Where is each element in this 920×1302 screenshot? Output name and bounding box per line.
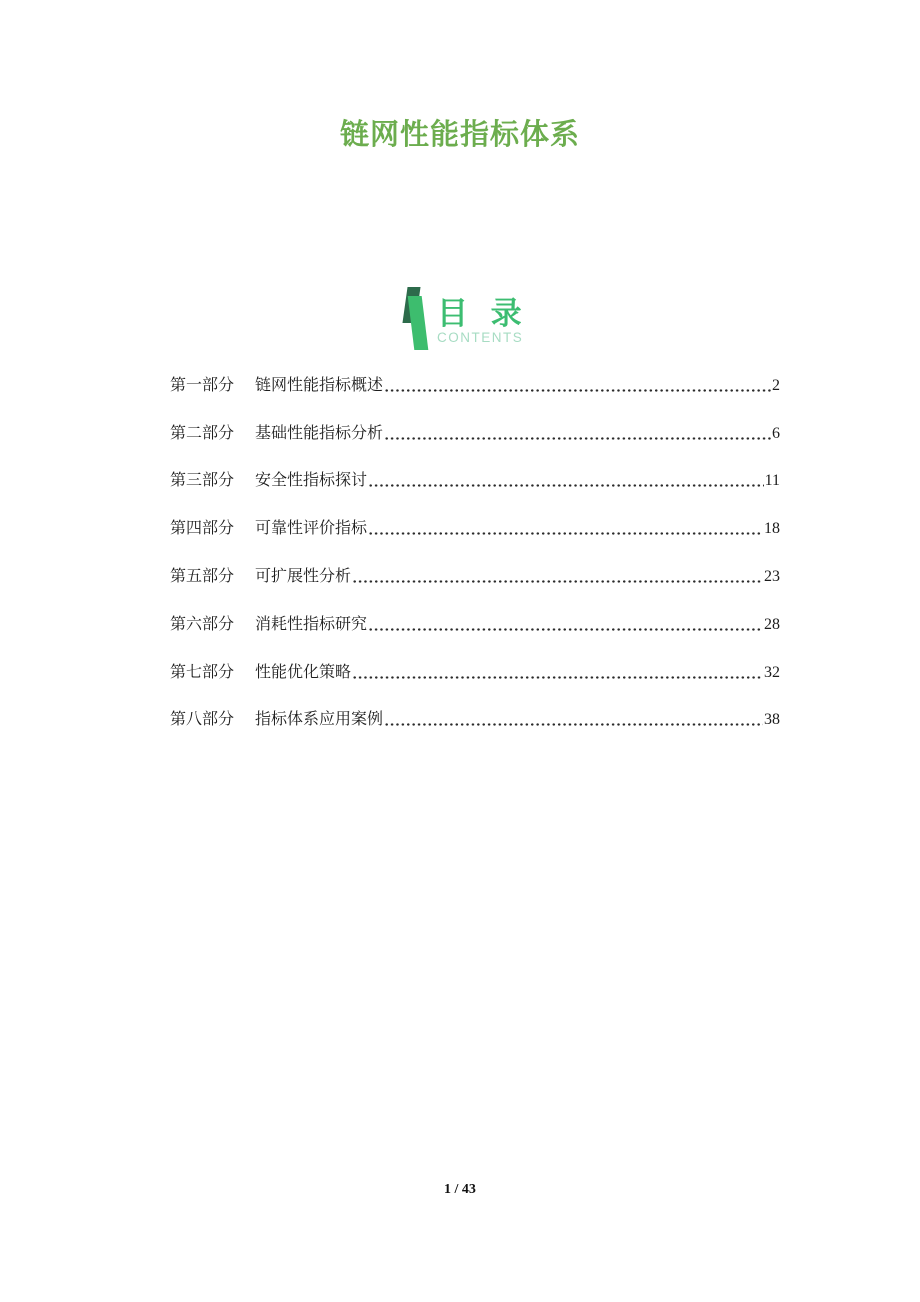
toc-leader-dots: [368, 522, 763, 538]
toc-entry-page-number: 6: [772, 424, 780, 442]
toc-entry-page-number: 18: [764, 520, 780, 538]
footer-page-indicator: 1 / 43: [444, 1182, 476, 1197]
toc-subheading: CONTENTS: [437, 330, 524, 345]
toc-entry[interactable]: [170, 452, 780, 500]
toc-entry-title: 性能优化策略: [255, 663, 352, 681]
toc-entry-page-number: 11: [764, 472, 780, 490]
toc-leader-dots: [384, 379, 771, 395]
page-title: 链网性能指标体系: [339, 119, 580, 151]
toc-entry-page-number: 28: [764, 615, 780, 633]
toc-entry[interactable]: [170, 595, 780, 643]
toc-entry[interactable]: [170, 499, 780, 547]
toc-entry-part: 第五部分: [170, 567, 235, 585]
toc-entry-part: 第一部分: [170, 376, 235, 394]
toc-entry-part: 第六部分: [170, 615, 235, 633]
toc-entry[interactable]: [170, 356, 780, 404]
toc-leader-dots: [384, 427, 771, 443]
toc-entry-page-number: 2: [772, 376, 780, 394]
toc-entry-part: 第八部分: [170, 711, 235, 729]
toc-entry-title: 安全性指标探讨: [255, 472, 368, 490]
toc-entry-title: 可靠性评价指标: [255, 520, 368, 538]
toc-entry-page-number: 23: [764, 567, 780, 585]
toc-entry[interactable]: [170, 547, 780, 595]
toc-logo-text: [437, 298, 523, 345]
toc-entry-title: 指标体系应用案例: [255, 711, 384, 729]
toc-leader-dots: [384, 713, 763, 729]
toc-leader-dots: [352, 666, 763, 682]
toc-entry-title: 基础性能指标分析: [255, 424, 384, 442]
toc-leader-dots: [368, 618, 763, 634]
toc-list: [170, 356, 780, 738]
toc-entry-page-number: 32: [764, 663, 780, 681]
toc-entry-page-number: 38: [764, 711, 780, 729]
toc-entry-part: 第四部分: [170, 520, 235, 538]
toc-entry[interactable]: [170, 643, 780, 691]
toc-entry-part: 第七部分: [170, 663, 235, 681]
leaf-slash-icon: [399, 286, 429, 352]
toc-entry-part: 第二部分: [170, 424, 235, 442]
toc-entry-part: 第三部分: [170, 472, 235, 490]
toc-entry-title: 消耗性指标研究: [255, 615, 368, 633]
toc-entry-title: 链网性能指标概述: [255, 376, 384, 394]
toc-entry[interactable]: [170, 404, 780, 452]
toc-leader-dots: [352, 570, 763, 586]
toc-heading: 目 录: [437, 296, 522, 331]
toc-entry-title: 可扩展性分析: [255, 567, 352, 585]
leaf-slash-icon-light-stroke: [408, 296, 429, 350]
toc-leader-dots: [368, 474, 764, 490]
toc-entry[interactable]: [170, 691, 780, 739]
